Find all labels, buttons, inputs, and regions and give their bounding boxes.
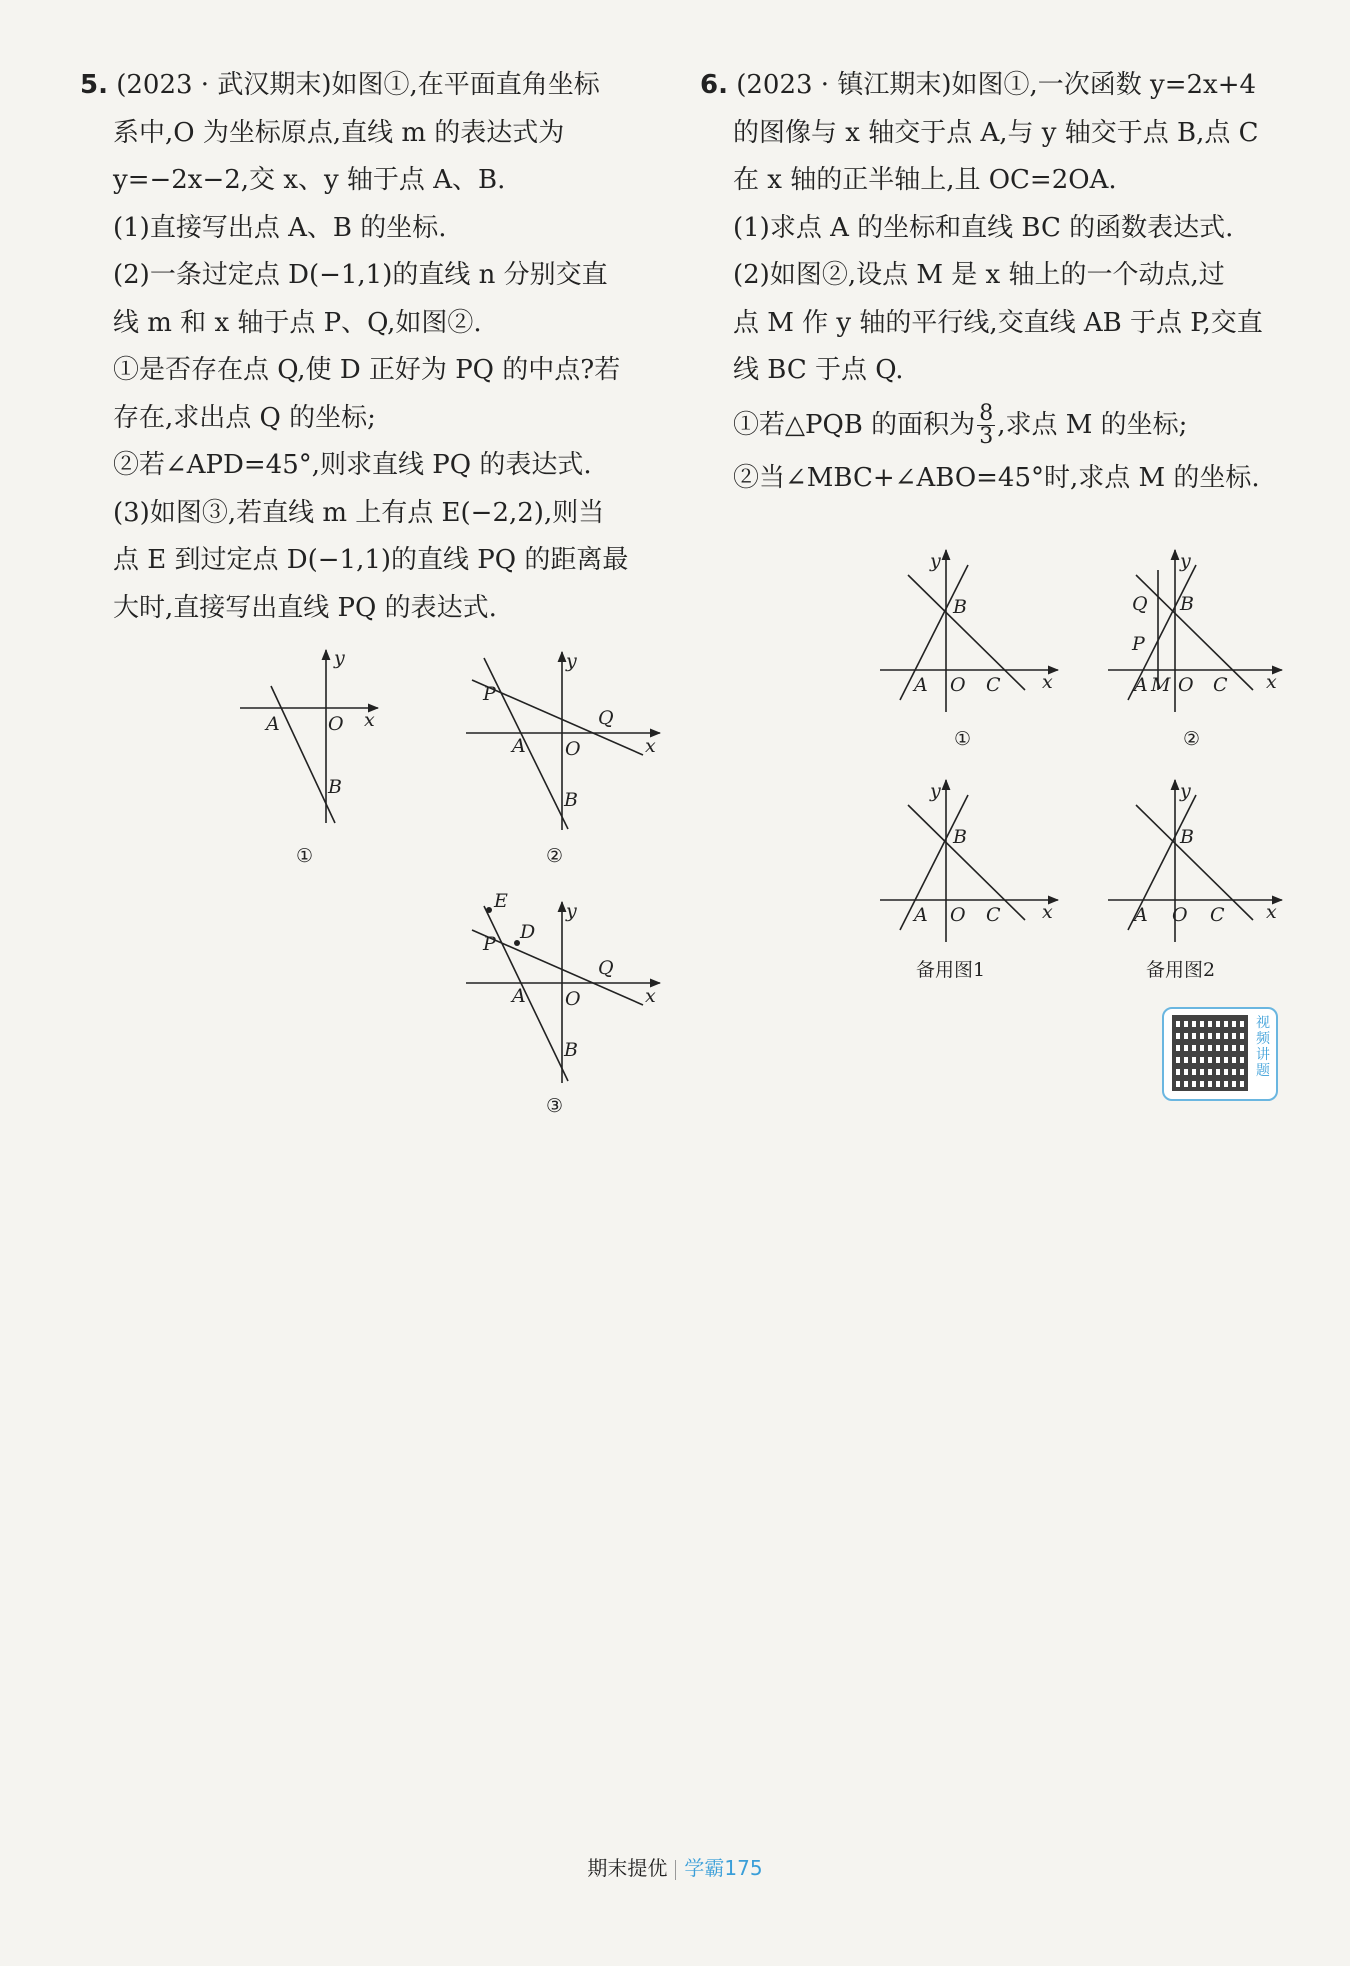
question-5-source: (2023 · 武汉期末) (116, 70, 332, 100)
q6-spare1-label-y: y (930, 780, 941, 802)
q6-line-1: 的图像与 x 轴交于点 A,与 y 轴交于点 B,点 C (733, 117, 1259, 148)
q5-fig2-label-a: A (512, 735, 526, 757)
q5-fig2-label-y: y (566, 650, 577, 672)
q5-fig3-label-d: D (520, 921, 536, 943)
q6-fig1-label-a: A (914, 674, 928, 696)
q6-fig1-label-c: C (986, 674, 1001, 696)
q5-line-5: 线 m 和 x 轴于点 P、Q,如图②. (113, 307, 482, 338)
q6-fig2-label-o: O (1178, 674, 1194, 696)
footer-divider (675, 1860, 676, 1880)
q6-sub1-denominator: 3 (979, 424, 994, 449)
q6-fig1-label-b: B (953, 596, 967, 618)
q5-line-10: 点 E 到过定点 D(−1,1)的直线 PQ 的距离最 (113, 545, 629, 575)
q6-fig1-label-o: O (950, 674, 966, 696)
q5-line-9: (3)如图③,若直线 m 上有点 E(−2,2),则当 (113, 497, 605, 528)
q5-fig3-label-x: x (645, 985, 656, 1007)
q5-fig1-label-o: O (328, 713, 344, 735)
q5-figure-3 (466, 890, 660, 1117)
q6-spare2-label-b: B (1180, 826, 1194, 848)
q6-line-0: 如图①,一次函数 y=2x+4 (951, 70, 1257, 100)
footer-series: 期末提优 (587, 1856, 668, 1880)
q5-figure-2 (466, 650, 660, 867)
q6-fig1-caption: ① (954, 728, 972, 750)
q6-line-3: (1)求点 A 的坐标和直线 BC 的函数表达式. (733, 212, 1234, 243)
qr-label: 视频讲题 (1256, 1015, 1270, 1079)
q5-line-4: (2)一条过定点 D(−1,1)的直线 n 分别交直 (113, 260, 608, 290)
q6-figure-spare-1 (880, 780, 1058, 981)
qr-code-image (1172, 1015, 1248, 1091)
q6-sub1-after: ,求点 M 的坐标; (997, 409, 1188, 440)
q6-fig1-label-x: x (1042, 671, 1053, 693)
q6-line-6: 线 BC 于点 Q. (733, 355, 904, 385)
page-footer (0, 1852, 1350, 1881)
q6-spare2-label-o: O (1172, 904, 1188, 926)
q6-fig2-label-p: P (1132, 633, 1145, 655)
q5-fig2-caption: ② (546, 845, 564, 867)
q6-fig2-label-c: C (1213, 674, 1228, 696)
q6-fig2-label-a: A (1134, 674, 1148, 696)
footer-page-number: 175 (724, 1856, 763, 1880)
q5-fig3-point-e (486, 907, 492, 913)
q6-line-4: (2)如图②,设点 M 是 x 轴上的一个动点,过 (733, 260, 1225, 290)
q5-line-0: 如图①,在平面直角坐标 (331, 70, 600, 100)
q5-fig1-caption: ① (296, 845, 314, 867)
q5-line-8: ②若∠APD=45°,则求直线 PQ 的表达式. (113, 450, 592, 480)
footer-brand: 学霸 (684, 1856, 725, 1880)
q5-fig3-label-y: y (566, 900, 577, 922)
question-6-source: (2023 · 镇江期末) (736, 70, 952, 100)
question-5-number: 5. (80, 70, 108, 100)
question-6 (700, 62, 1290, 502)
q5-fig1-label-y: y (334, 647, 345, 669)
q6-fig2-label-q: Q (1132, 593, 1148, 615)
q6-spare2-label-a: A (1134, 904, 1148, 926)
q6-spare2-label-c: C (1210, 904, 1225, 926)
q5-fig3-label-a: A (512, 985, 526, 1007)
q5-fig3-label-q: Q (598, 957, 614, 979)
q5-fig3-label-e: E (494, 890, 508, 912)
q5-fig3-caption: ③ (546, 1095, 564, 1117)
q5-fig2-label-q: Q (598, 707, 614, 729)
q5-fig3-label-b: B (564, 1039, 578, 1061)
q6-sub1-before: ①若△PQB 的面积为 (733, 409, 976, 440)
q6-line-2: 在 x 轴的正半轴上,且 OC=2OA. (733, 165, 1117, 195)
q6-sub1 (700, 395, 1290, 455)
q6-spare1-label-c: C (986, 904, 1001, 926)
q6-line-5: 点 M 作 y 轴的平行线,交直线 AB 于点 P,交直 (733, 307, 1263, 338)
question-6-number: 6. (700, 70, 728, 100)
q6-figure-1 (880, 550, 1058, 750)
q5-line-6: ①是否存在点 Q,使 D 正好为 PQ 的中点?若 (113, 355, 621, 385)
q6-sub1-fraction (977, 403, 995, 448)
q5-fig1-label-a: A (266, 713, 280, 735)
q5-figure-1 (240, 647, 378, 867)
q6-sub1-numerator: 8 (979, 401, 994, 426)
q6-spare1-label-b: B (953, 826, 967, 848)
q6-spare2-label-x: x (1266, 901, 1277, 923)
q5-line-1: 系中,O 为坐标原点,直线 m 的表达式为 (113, 117, 565, 148)
q6-figure-spare-2 (1108, 780, 1282, 981)
q5-line-2: y=−2x−2,交 x、y 轴于点 A、B. (113, 165, 506, 195)
q6-spare1-label-o: O (950, 904, 966, 926)
q6-spare1-label-a: A (914, 904, 928, 926)
q6-fig2-label-m: M (1151, 674, 1171, 696)
q5-line-3: (1)直接写出点 A、B 的坐标. (113, 212, 447, 243)
q5-fig3-label-o: O (565, 988, 581, 1010)
q5-fig2-label-o: O (565, 738, 581, 760)
q5-fig1-label-b: B (328, 776, 342, 798)
q6-fig2-label-b: B (1180, 593, 1194, 615)
q6-fig2-label-y: y (1180, 550, 1191, 572)
q6-sub2: ②当∠MBC+∠ABO=45°时,求点 M 的坐标. (733, 462, 1260, 493)
q6-spare1-label-x: x (1042, 901, 1053, 923)
q5-fig2-label-p: P (483, 683, 496, 705)
q5-fig2-label-x: x (645, 735, 656, 757)
q5-line-7: 存在,求出点 Q 的坐标; (113, 402, 376, 433)
q6-figure-2 (1108, 550, 1282, 750)
q6-spare2-caption: 备用图2 (1146, 959, 1216, 981)
q5-fig3-label-p: P (483, 933, 496, 955)
video-qr-code[interactable] (1162, 1007, 1278, 1101)
q6-spare2-label-y: y (1180, 780, 1191, 802)
q5-fig2-label-b: B (564, 789, 578, 811)
q5-fig1-label-x: x (364, 709, 375, 731)
q6-fig2-caption: ② (1183, 728, 1201, 750)
q6-fig2-label-x: x (1266, 671, 1277, 693)
q5-line-11: 大时,直接写出直线 PQ 的表达式. (113, 592, 497, 623)
q6-spare1-caption: 备用图1 (916, 959, 986, 981)
q6-fig1-label-y: y (930, 550, 941, 572)
